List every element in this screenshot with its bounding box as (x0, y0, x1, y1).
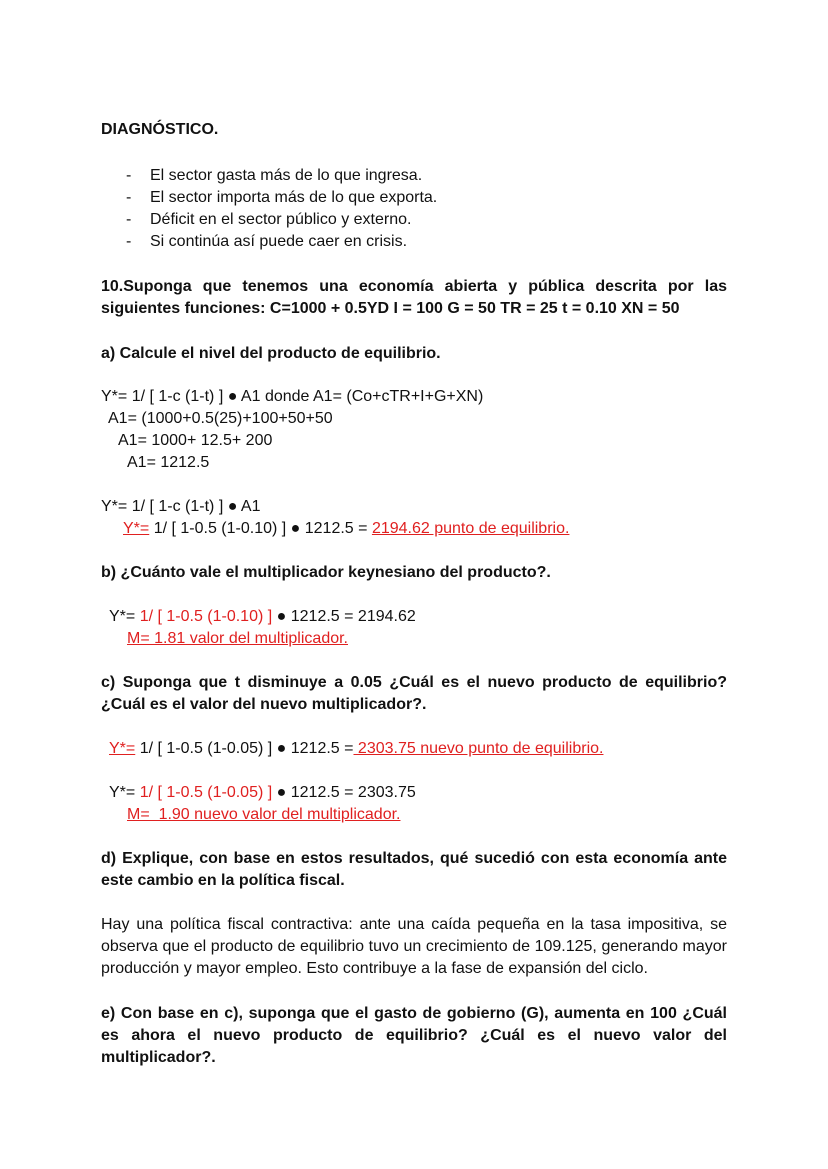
formula-line: A1= 1000+ 12.5+ 200 (118, 432, 273, 449)
list-item: - Si continúa así puede caer en crisis. (101, 231, 727, 253)
result-formula: 1/ [ 1-0.5 (1-0.05) ] ● 1212.5 = (135, 740, 354, 757)
list-item: - El sector gasta más de lo que ingresa. (101, 165, 727, 187)
multiplier-term: 1/ [ 1-0.5 (1-0.10) ] (139, 608, 273, 625)
result-lhs: Y*= (123, 520, 150, 537)
formula-rest: ● 1212.5 = 2303.75 (272, 784, 416, 801)
formula-line: A1= (1000+0.5(25)+100+50+50 (108, 410, 333, 427)
result-value: 2194.62 punto de equilibrio. (371, 520, 570, 537)
formula-line: Y*= 1/ [ 1-c (1-t) ] ● A1 donde A1= (Co+cTR+I+G+XN) (101, 388, 484, 405)
multiplier-result-c: M= 1.90 nuevo valor del multiplicador. (127, 806, 401, 823)
formula-lhs: Y*= (109, 784, 140, 801)
result-formula: 1/ [ 1-0.5 (1-0.10) ] ● 1212.5 = (149, 520, 372, 537)
diagnostico-list (101, 165, 727, 253)
result-lhs: Y*= (109, 740, 136, 757)
question-a: a) Calcule el nivel del producto de equilibrio. (101, 345, 441, 362)
question-c: c) Suponga que t disminuye a 0.05 ¿Cuál es el nuevo producto de equilibrio? ¿Cuál es el valor del nuevo multiplicador?. (101, 674, 727, 713)
equilibrium-result-a (123, 518, 749, 540)
result-value: 2303.75 nuevo punto de equilibrio. (353, 740, 604, 757)
multiplier-term: 1/ [ 1-0.5 (1-0.05) ] (139, 784, 273, 801)
formula-line: Y*= 1/ [ 1-c (1-t) ] ● A1 (101, 498, 261, 515)
formula-line (109, 782, 735, 804)
formula-line: A1= 1212.5 (127, 454, 210, 471)
formula-line (109, 606, 735, 628)
question-d: d) Explique, con base en estos resultados, qué sucedió con esta economía ante este cambio en la política fiscal. (101, 850, 727, 889)
multiplier-result-b: M= 1.81 valor del multiplicador. (127, 630, 348, 647)
equilibrium-result-c (109, 738, 735, 760)
answer-d: Hay una política fiscal contractiva: ante una caída pequeña en la tasa impositiva, se observa que el producto de equilibrio tuvo un crecimiento de 109.125, generando mayor producción y mayor empleo. Esto contribuye a la fase de expansión del ciclo. (101, 916, 727, 977)
question-b: b) ¿Cuánto vale el multiplicador keynesiano del producto?. (101, 564, 551, 581)
diagnostico-title: DIAGNÓSTICO. (101, 121, 219, 138)
question-e: e) Con base en c), suponga que el gasto de gobierno (G), aumenta en 100 ¿Cuál es ahora el nuevo producto de equilibrio? ¿Cuál es el nuevo valor del multiplicador?. (101, 1005, 727, 1066)
formula-rest: ● 1212.5 = 2194.62 (272, 608, 416, 625)
list-item: - Déficit en el sector público y externo. (101, 209, 727, 231)
formula-lhs: Y*= (109, 608, 140, 625)
question-10: 10.Suponga que tenemos una economía abierta y pública descrita por las siguientes funciones: C=1000 + 0.5YD I = 100 G = 50 TR = 25 t = 0.10 XN = 50 (101, 278, 727, 317)
list-item: - El sector importa más de lo que exporta. (101, 187, 727, 209)
